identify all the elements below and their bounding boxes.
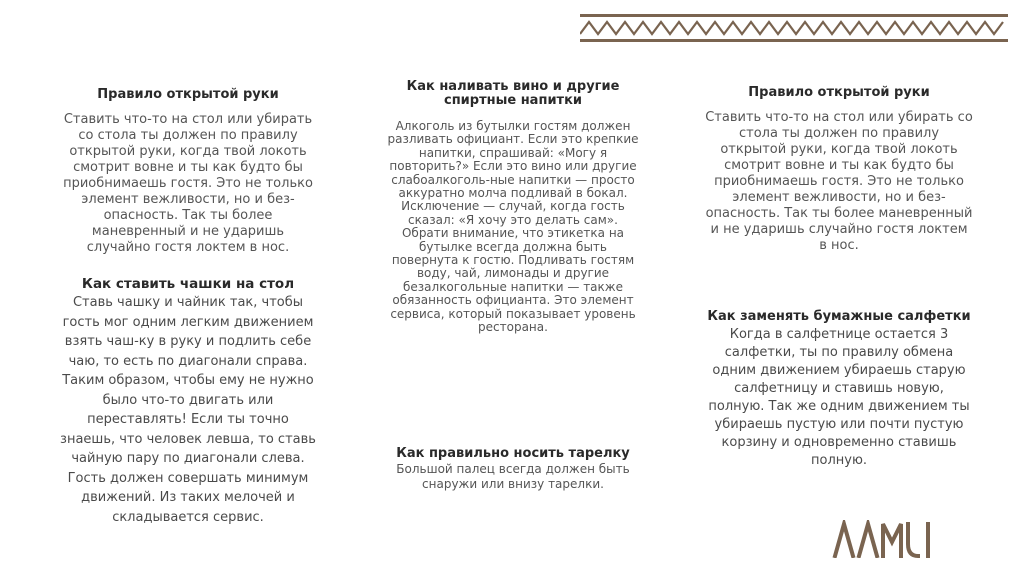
section-title: Как заменять бумажные салфетки [707,309,971,324]
section-text: Большой палец всегда должен быть снаружи или внизу тарелки. [396,462,630,491]
section-text: Ставить что-то на стол или убирать со стола ты должен по правилу открытой руки, когда твой локоть смотрит вовне и ты как будто бы приобнимаешь гостя. Это не только элемент вежливости, но и без-опасность. Так ты более маневренный и не ударишь случайно гостя локтем в нос. [63,112,313,255]
wine-section [385,80,641,335]
section-title: Как правильно носить тарелку [396,446,630,461]
section-text: Ставить что-то на стол или убирать со стола ты должен по правилу открытой руки, когда твой локоть смотрит вовне и ты как будто бы приобнимаешь гостя. Это не только элемент вежливости, но и без-опасность. Так ты более маневренный и не ударишь случайно гостя локтем в нос. [705,110,973,253]
section-title: Правило открытой руки [97,87,279,102]
section-title: Как наливать вино и другие спиртные напитки [406,79,620,108]
zigzag-border-icon [580,14,1008,42]
open-hand-rule-section-right [705,84,973,254]
open-hand-rule-section [60,86,316,256]
section-text: Алкоголь из бутылки гостям должен разливать официант. Если это крепкие напитки, спрашивай: «Могу я повторить?» Если это вино или другие слабоалкоголь-ные напитки — просто аккуратно молча подливай в бокал. Исключение — случай, когда гость сказал: «Я хочу это делать сам». Обрати внимание, что этикетка на бутылке всегда должна быть повернута к гостю. Подливать гостям воду, чай, лимонады и другие безалкогольные напитки — также обязанность официанта. Это элемент сервиса, который показывает уровень ресторана. [387,119,639,335]
section-text: Когда в салфетнице остается 3 салфетки, ты по правилу обмена одним движением убираешь старую салфетницу и ставишь новую, полную. Так же одним движением ты убираешь пустую или почти пустую корзину и одновременно ставишь полную. [708,327,970,468]
plate-section [385,446,641,491]
lamu-logo-icon [832,520,932,558]
cups-section [60,275,316,527]
section-title: Правило открытой руки [748,85,930,100]
section-title: Как ставить чашки на стол [81,276,295,292]
section-text: Ставь чашку и чайник так, чтобы гость мог одним легким движением взять чаш-ку в руку и подлить себе чаю, то есть по диагонали справа. Таким образом, чтобы ему не нужно было что-то двигать или переставлять! Если ты точно знаешь, что человек левша, то ставь чайную пару по диагонали слева. Гость должен совершать минимум движений. Из таких мелочей и складывается сервис. [60,295,316,525]
napkins-section [705,308,973,470]
